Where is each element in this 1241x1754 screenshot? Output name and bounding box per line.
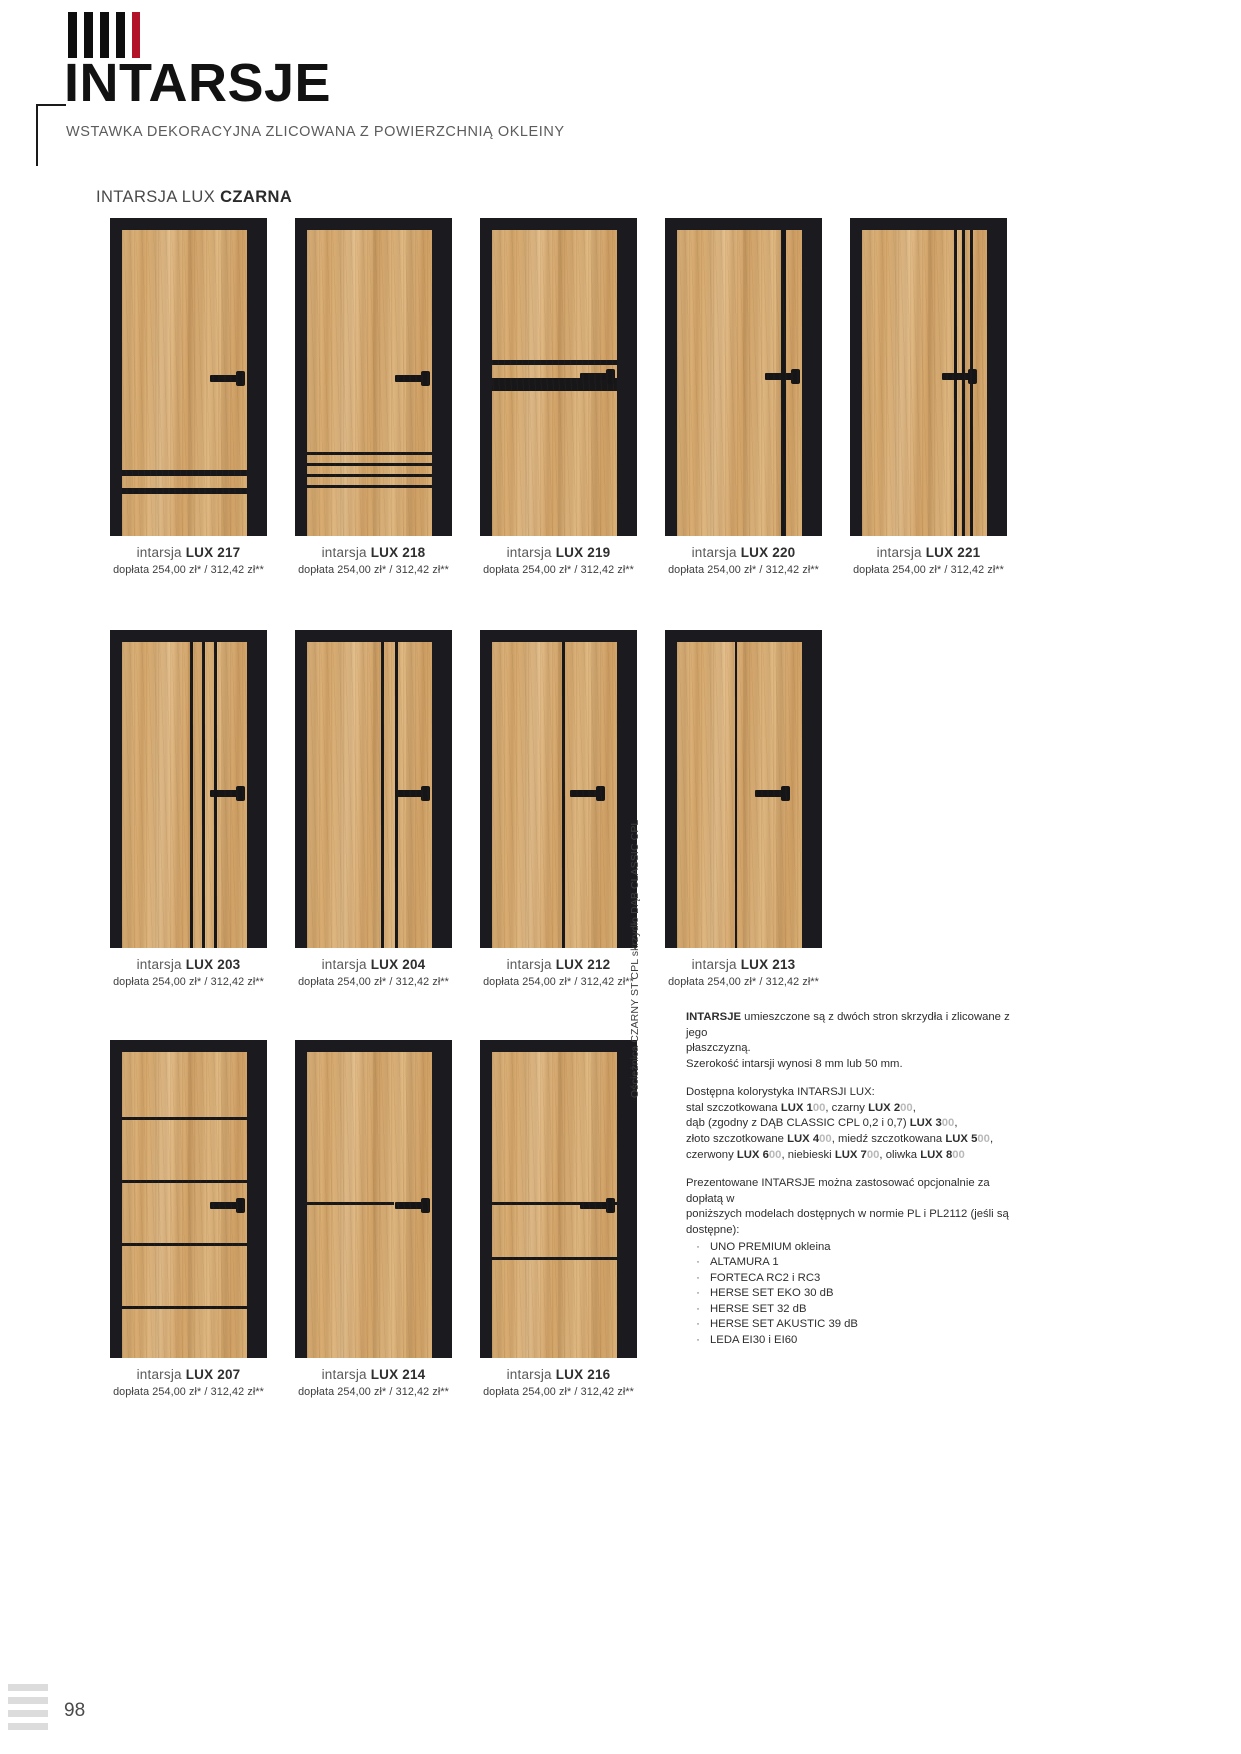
page-header [0,0,1241,180]
door-image-lux-212 [480,630,637,948]
intarsia-stripe [122,1117,247,1120]
door-caption [96,545,281,576]
list-item [686,1271,1016,1287]
door-name-code: LUX 221 [925,545,981,560]
section-label-prefix: INTARSJA LUX [96,188,221,206]
intarsia-stripe [381,642,384,948]
door-name-code: LUX 204 [370,957,426,972]
door-name-prefix: intarsja [321,957,371,972]
model-name: UNO PREMIUM okleina [710,1240,831,1253]
bullet-icon: · [696,1333,700,1346]
door-name-prefix: intarsja [136,1367,186,1382]
color-code-dim: 00 [812,1101,826,1114]
door-card-lux-207[interactable] [96,1040,281,1398]
door-slot-empty [836,630,1021,988]
door-card-lux-216[interactable] [466,1040,651,1398]
intarsia-stripe [562,642,565,948]
door-leaf [677,642,802,948]
color-code: LUX 1 [780,1101,813,1114]
color-code: LUX 6 [736,1148,769,1161]
door-leaf [307,642,432,948]
model-name: HERSE SET EKO 30 dB [710,1287,834,1300]
color-code: LUX 5 [945,1133,978,1146]
model-name: HERSE SET 32 dB [710,1302,807,1315]
intarsia-stripe [122,470,247,476]
color-text: dąb (zgodny z DĄB CLASSIC CPL 0,2 i 0,7) [686,1117,910,1130]
door-price: dopłata 254,00 zł* / 312,42 zł** [298,564,449,576]
door-handle-icon [210,1202,240,1209]
door-caption [651,545,836,576]
info-intro-line-1 [686,1010,1016,1041]
door-image-lux-214 [295,1040,452,1358]
door-card-lux-219[interactable] [466,218,651,576]
door-price: dopłata 254,00 zł* / 312,42 zł** [113,1386,264,1398]
bullet-icon: · [696,1240,700,1253]
model-name: HERSE SET AKUSTIC 39 dB [710,1318,858,1331]
door-handle-icon [942,373,972,380]
door-name-prefix: intarsja [136,957,186,972]
color-text: , czarny [825,1101,869,1114]
door-price: dopłata 254,00 zł* / 312,42 zł** [483,976,634,988]
door-image-lux-213 [665,630,822,948]
info-panel [686,1010,1016,1349]
color-code: LUX 8 [920,1148,953,1161]
door-leaf [492,1052,617,1358]
list-item [686,1302,1016,1318]
door-name-prefix: intarsja [136,545,186,560]
color-code-dim: 00 [900,1101,913,1114]
footer-bars-decoration [8,1684,48,1730]
color-text: stal szczotkowana [686,1101,781,1114]
intarsia-stripe [190,642,193,948]
door-name-code: LUX 220 [740,545,796,560]
door-leaf [122,1052,247,1358]
door-card-lux-217[interactable] [96,218,281,576]
door-price: dopłata 254,00 zł* / 312,42 zł** [668,564,819,576]
intarsia-stripe [307,485,432,488]
door-leaf [307,230,432,536]
door-name-code: LUX 203 [185,957,241,972]
door-leaf [122,230,247,536]
color-line-3 [686,1132,1016,1148]
door-handle-icon [580,373,610,380]
door-leaf [307,1052,432,1358]
door-handle-icon [570,790,600,797]
door-name-prefix: intarsja [506,957,556,972]
intarsia-stripe [781,230,786,536]
door-price: dopłata 254,00 zł* / 312,42 zł** [668,976,819,988]
bullet-icon: · [696,1302,700,1315]
intarsia-stripe [307,463,432,466]
door-image-lux-217 [110,218,267,536]
door-card-lux-218[interactable] [281,218,466,576]
section-label-bold: CZARNA [220,188,293,206]
color-code: LUX 2 [868,1101,901,1114]
door-image-lux-203 [110,630,267,948]
door-leaf [492,642,617,948]
models-intro-line-2: poniższych modelach dostępnych w normie PL i PL2112 (jeśli są dostępne): [686,1208,1009,1236]
color-code-dim: 00 [977,1133,990,1146]
color-text: , miedź szczotkowana [831,1133,946,1146]
door-name-code: LUX 219 [555,545,611,560]
list-item [686,1317,1016,1333]
door-name-code: LUX 214 [370,1367,426,1382]
intarsia-stripe [307,452,432,455]
color-code-dim: 00 [819,1133,832,1146]
door-caption [281,1367,466,1398]
door-name-prefix: intarsja [321,545,371,560]
color-code-dim: 00 [768,1148,782,1161]
color-code-dim: 00 [952,1148,965,1161]
door-caption [466,1367,651,1398]
door-caption [281,957,466,988]
door-name-code: LUX 207 [185,1367,241,1382]
color-code: LUX 3 [909,1117,942,1130]
door-card-lux-221[interactable] [836,218,1021,576]
door-caption [466,957,651,988]
corner-bracket-decoration [36,104,66,166]
page-subtitle: WSTAWKA DEKORACYJNA ZLICOWANA Z POWIERZCHNIĄ OKLEINY [66,124,565,140]
intarsia-stripe [122,488,247,494]
models-list [686,1240,1016,1349]
list-item [686,1286,1016,1302]
info-intro-line-3: Szerokość intarsji wynosi 8 mm lub 50 mm. [686,1057,903,1070]
door-price: dopłata 254,00 zł* / 312,42 zł** [483,564,634,576]
door-handle-icon [755,790,785,797]
color-text: czerwony [686,1148,737,1161]
door-image-lux-221 [850,218,1007,536]
info-intro-bold: INTARSJE [686,1011,742,1023]
door-name-prefix: intarsja [506,545,556,560]
door-image-lux-207 [110,1040,267,1358]
color-line-2 [686,1116,1016,1132]
door-name-code: LUX 212 [555,957,611,972]
door-handle-icon [580,1202,610,1209]
page-number: 98 [64,1700,86,1721]
door-price: dopłata 254,00 zł* / 312,42 zł** [298,1386,449,1398]
color-code: LUX 7 [834,1148,867,1161]
door-price: dopłata 254,00 zł* / 312,42 zł** [853,564,1004,576]
door-card-lux-213[interactable] [651,630,836,988]
bullet-icon: · [696,1256,700,1269]
info-intro-line-2: płaszczyzną. [686,1042,751,1055]
door-name-prefix: intarsja [506,1367,556,1382]
door-caption [836,545,1021,576]
door-caption [281,545,466,576]
door-price: dopłata 254,00 zł* / 312,42 zł** [298,976,449,988]
door-card-lux-220[interactable] [651,218,836,576]
door-handle-icon [210,790,240,797]
intarsia-stripe [122,1243,247,1246]
page-title: INTARSJE [64,53,332,113]
section-label [96,188,292,207]
door-handle-icon [395,375,425,382]
intarsia-stripe [492,360,617,365]
door-name-code: LUX 217 [185,545,241,560]
door-card-lux-203[interactable] [96,630,281,988]
color-line-1 [686,1101,1016,1117]
door-price: dopłata 254,00 zł* / 312,42 zł** [113,564,264,576]
list-item [686,1240,1016,1256]
door-image-lux-216 [480,1040,637,1358]
spacer [686,1072,1016,1085]
intarsia-stripe [492,1257,617,1260]
door-name-code: LUX 213 [740,957,796,972]
door-handle-icon [395,1202,425,1209]
door-caption [96,1367,281,1398]
door-name-code: LUX 218 [370,545,426,560]
door-leaf [492,230,617,536]
door-name-prefix: intarsja [691,545,741,560]
door-card-lux-214[interactable] [281,1040,466,1398]
door-caption [96,957,281,988]
door-leaf [677,230,802,536]
colors-heading: Dostępna kolorystyka INTARSJI LUX: [686,1086,875,1099]
model-name: ALTAMURA 1 [710,1256,779,1269]
model-name: LEDA EI30 i EI60 [710,1333,798,1346]
list-item [686,1333,1016,1349]
door-price: dopłata 254,00 zł* / 312,42 zł** [113,976,264,988]
intarsia-stripe [735,642,737,948]
intarsia-stripe [122,1180,247,1183]
door-image-lux-220 [665,218,822,536]
intarsia-stripe [962,230,965,536]
color-line-4 [686,1148,1016,1164]
door-price: dopłata 254,00 zł* / 312,42 zł** [483,1386,634,1398]
frame-finish-vertical-caption: Ościeżnica CZARNY ST CPL skrzydło DĄB CLASSIC CPL [629,819,641,1098]
door-name-code: LUX 216 [555,1367,611,1382]
models-intro-line-1: Prezentowane INTARSJE można zastosować opcjonalnie za dopłatą w [686,1177,990,1205]
door-caption [651,957,836,988]
color-text: , [912,1101,916,1114]
color-code-dim: 00 [866,1148,880,1161]
door-card-lux-204[interactable] [281,630,466,988]
door-card-lux-212[interactable] [466,630,651,988]
door-handle-icon [765,373,795,380]
model-name: FORTECA RC2 i RC3 [710,1271,821,1284]
door-name-prefix: intarsja [876,545,926,560]
color-code: LUX 4 [787,1133,820,1146]
door-image-lux-219 [480,218,637,536]
door-handle-icon [210,375,240,382]
intarsia-stripe [307,1202,394,1205]
spacer [686,1163,1016,1176]
bullet-icon: · [696,1271,700,1284]
color-text: złoto szczotkowane [686,1133,788,1146]
door-caption [466,545,651,576]
intarsia-stripe [122,1306,247,1309]
color-text: , niebieski [781,1148,835,1161]
color-code-dim: 00 [941,1117,955,1130]
list-item [686,1255,1016,1271]
door-handle-icon [395,790,425,797]
door-name-prefix: intarsja [691,957,741,972]
door-leaf [122,642,247,948]
brand-bars-icon [68,12,140,58]
intarsia-stripe [202,642,205,948]
color-text: , [989,1133,994,1146]
door-row-2 [96,630,1021,988]
door-row-3 [96,1040,651,1398]
color-text: , oliwka [879,1148,921,1161]
door-row-1 [96,218,1021,576]
color-text: , [954,1117,958,1130]
door-leaf [862,230,987,536]
bullet-icon: · [696,1287,700,1300]
door-image-lux-204 [295,630,452,948]
intarsia-stripe [954,230,957,536]
intarsia-stripe [307,474,432,477]
door-image-lux-218 [295,218,452,536]
door-name-prefix: intarsja [321,1367,371,1382]
info-intro-rest: umieszczone są z dwóch stron skrzydła i zlicowane z jego [686,1011,1010,1039]
bullet-icon: · [696,1318,700,1331]
